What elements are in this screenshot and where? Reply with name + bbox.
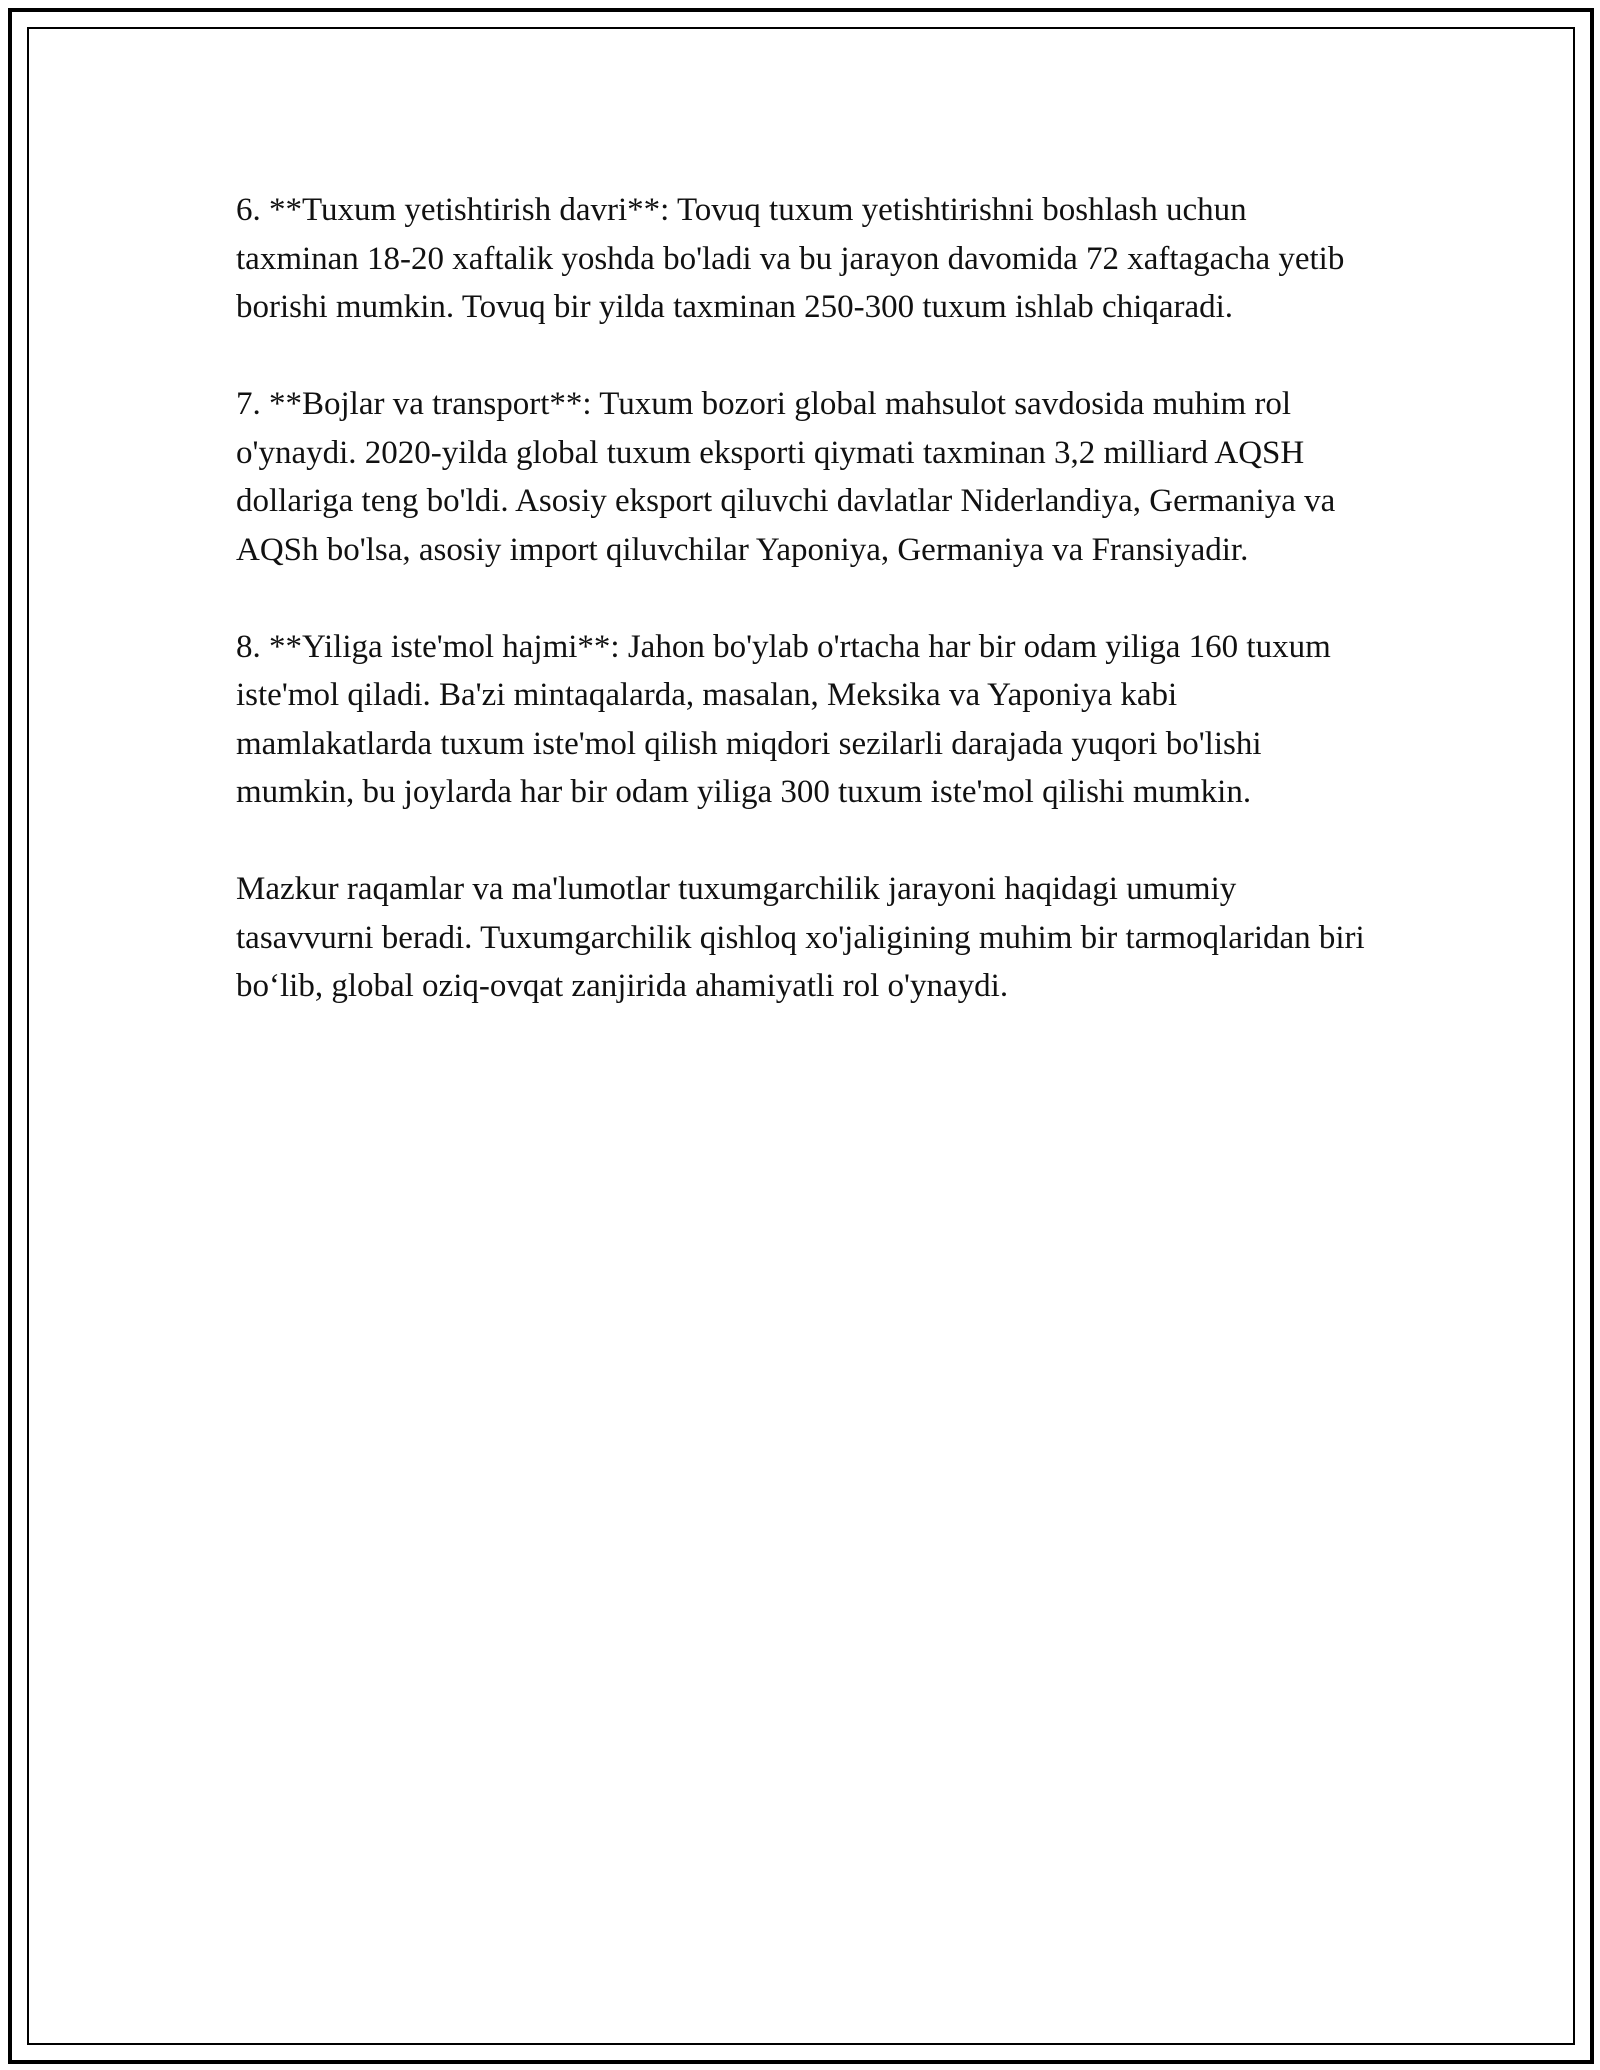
- document-body: [236, 186, 1376, 1059]
- paragraph-annual-consumption: 8. **Yiliga iste'mol hajmi**: Jahon bo'ylab o'rtacha har bir odam yiliga 160 tuxum iste'mol qiladi. Ba'zi mintaqalarda, masalan, Meksika va Yaponiya kabi mamlakatlarda tuxum iste'mol qilish miqdori sezilarli darajada yuqori bo'lishi mumkin, bu joylarda har bir odam yiliga 300 tuxum iste'mol qilishi mumkin.: [236, 628, 1331, 810]
- paragraph-trade-and-transport: 7. **Bojlar va transport**: Tuxum bozori global mahsulot savdosida muhim rol o'ynaydi. 2020-yilda global tuxum eksporti qiymati taxminan 3,2 milliard AQSH dollariga teng bo'ldi. Asosiy eksport qiluvchi davlatlar Niderlandiya, Germaniya va AQSh bo'lsa, asosiy import qiluvchilar Yaponiya, Germaniya va Fransiyadir.: [236, 386, 1336, 568]
- paragraph-conclusion: Mazkur raqamlar va ma'lumotlar tuxumgarchilik jarayoni haqidagi umumiy tasavvurni beradi. Tuxumgarchilik qishloq xo'jaligining muhim bir tarmoqlaridan biri bo‘lib, global oziq-ovqat zanjirida ahamiyatli rol o'ynaydi.: [236, 871, 1365, 1004]
- paragraph-egg-production-period: 6. **Tuxum yetishtirish davri**: Tovuq tuxum yetishtirishni boshlash uchun taxminan 18-20 xaftalik yoshda bo'ladi va bu jarayon davomida 72 xaftagacha yetib borishi mumkin. Tovuq bir yilda taxminan 250-300 tuxum ishlab chiqaradi.: [236, 192, 1345, 325]
